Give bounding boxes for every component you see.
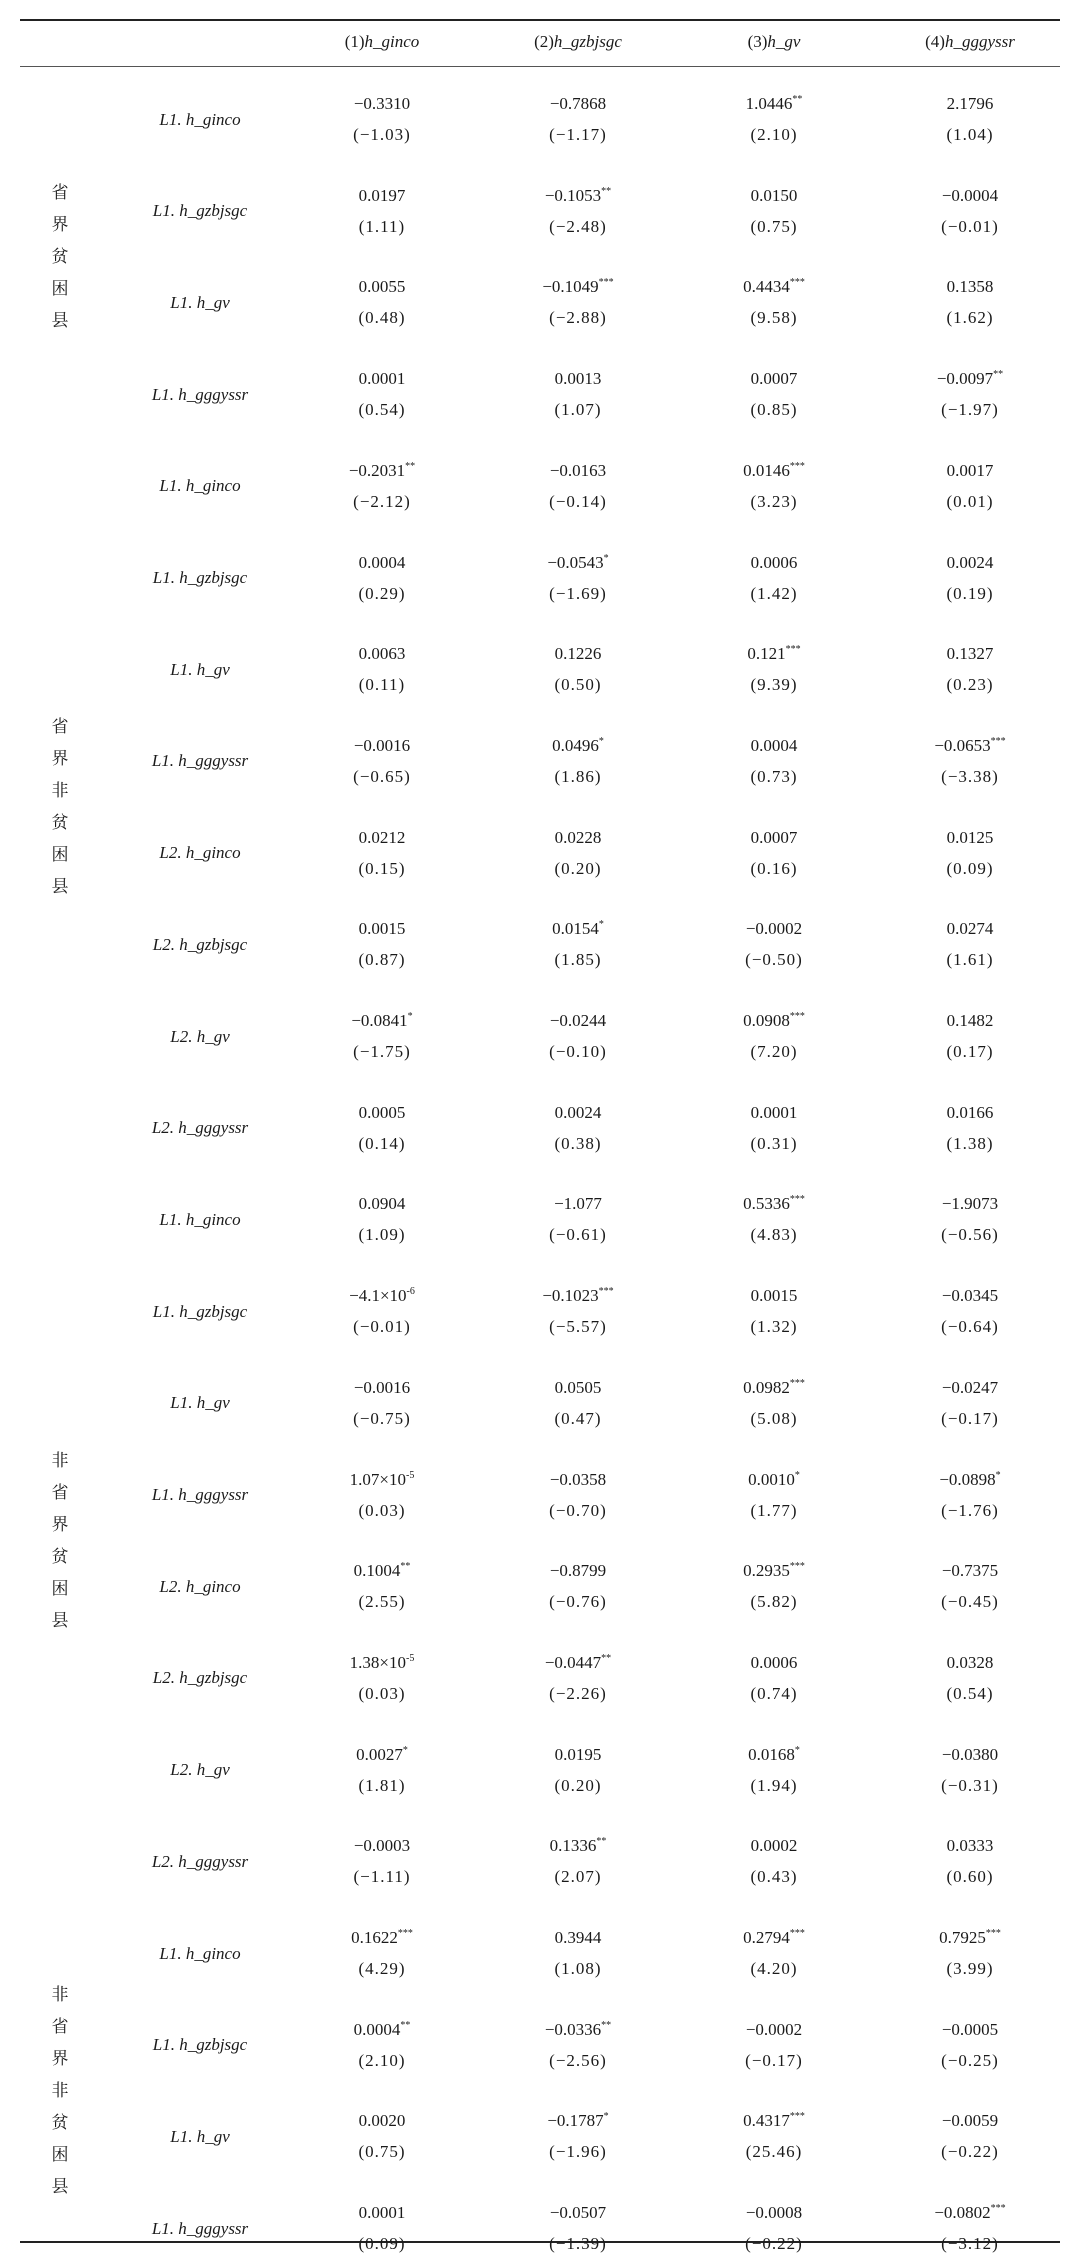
t-statistic-cell: (0.48) — [358, 308, 406, 328]
t-statistic-cell: (5.82) — [750, 1592, 798, 1612]
t-statistic-cell: (−0.45) — [941, 1592, 999, 1612]
t-statistic-cell: (−2.12) — [353, 491, 411, 511]
group-label-char: 困 — [51, 1578, 69, 1598]
coefficient-cell: 0.0010* — [748, 1469, 800, 1489]
t-statistic-cell: (0.16) — [750, 858, 798, 878]
coefficient-cell: 0.0195 — [554, 1744, 602, 1764]
t-statistic-cell: (−0.22) — [941, 2142, 999, 2162]
group-label-char: 界 — [51, 749, 69, 769]
t-statistic-cell: (−0.65) — [353, 766, 411, 786]
t-statistic-cell: (0.29) — [358, 583, 406, 603]
coefficient-cell: 0.1622*** — [351, 1928, 413, 1947]
t-statistic-cell: (0.20) — [554, 858, 602, 878]
t-statistic-cell: (−1.75) — [353, 1042, 411, 1061]
t-statistic-cell: (−0.70) — [549, 1500, 607, 1520]
t-statistic-cell: (−0.22) — [745, 2234, 803, 2254]
coefficient-cell: 0.0146*** — [743, 460, 805, 480]
coefficient-cell: 2.1796 — [946, 94, 994, 113]
coefficient-cell: 0.0168* — [748, 1744, 800, 1764]
t-statistic-cell: (−0.10) — [549, 1042, 607, 1061]
coefficient-cell: −0.0016 — [353, 1377, 411, 1397]
coefficient-cell: 0.0024 — [946, 552, 994, 572]
t-statistic-cell: (5.08) — [750, 1408, 798, 1428]
coefficient-cell: −0.7375 — [941, 1561, 999, 1581]
t-statistic-cell: (25.46) — [745, 2142, 803, 2162]
group-label-char: 省 — [51, 1482, 69, 1502]
coefficient-cell: 0.0063 — [358, 644, 406, 664]
variable-label: L2. h_gv — [170, 1026, 230, 1046]
coefficient-cell: −0.0653*** — [934, 735, 1006, 755]
t-statistic-cell: (−0.61) — [549, 1225, 607, 1245]
t-statistic-cell: (1.32) — [750, 1317, 798, 1337]
group-label-char: 县 — [51, 1610, 69, 1630]
t-statistic-cell: (−2.56) — [549, 2050, 607, 2070]
t-statistic-cell: (4.20) — [750, 1959, 798, 1978]
t-statistic-cell: (0.50) — [554, 675, 602, 695]
t-statistic-cell: (4.29) — [358, 1959, 406, 1978]
coefficient-cell: 0.0125 — [946, 827, 994, 847]
coefficient-cell: −0.0097** — [936, 369, 1004, 389]
t-statistic-cell: (−0.14) — [549, 491, 607, 511]
coefficient-cell: 0.0015 — [358, 919, 406, 939]
t-statistic-cell: (−5.57) — [549, 1317, 607, 1337]
t-statistic-cell: (−1.76) — [941, 1500, 999, 1520]
coefficient-cell: 0.0197 — [358, 185, 406, 205]
coefficient-cell: −0.0244 — [549, 1011, 607, 1030]
t-statistic-cell: (9.58) — [750, 308, 798, 328]
coefficient-cell: −0.0898* — [939, 1469, 1001, 1489]
coefficient-cell: −0.1023*** — [542, 1286, 614, 1306]
variable-label: L1. h_ginco — [159, 1943, 241, 1963]
coefficient-cell: 0.0228 — [554, 827, 602, 847]
t-statistic-cell: (0.74) — [750, 1683, 798, 1703]
t-statistic-cell: (0.03) — [358, 1500, 406, 1520]
top-rule — [20, 19, 1060, 21]
coefficient-cell: 1.0446** — [745, 94, 803, 113]
coefficient-cell: 0.1358 — [946, 277, 994, 297]
t-statistic-cell: (−1.11) — [353, 1867, 411, 1887]
coefficient-cell: 0.0001 — [358, 2203, 406, 2223]
coefficient-cell: 0.0007 — [750, 369, 798, 389]
column-header: (1)h_ginco — [344, 32, 420, 51]
group-label-char: 贫 — [51, 813, 69, 833]
t-statistic-cell: (1.38) — [946, 1133, 994, 1153]
coefficient-cell: −1.077 — [554, 1194, 602, 1214]
group-label-char: 非 — [51, 781, 69, 801]
variable-label: L2. h_gzbjsgc — [152, 1668, 248, 1688]
coefficient-cell: −0.0016 — [353, 735, 411, 755]
coefficient-cell: 0.1004** — [353, 1561, 411, 1581]
t-statistic-cell: (0.17) — [946, 1042, 994, 1061]
t-statistic-cell: (1.77) — [750, 1500, 798, 1520]
coefficient-cell: 0.0505 — [554, 1377, 602, 1397]
variable-label: L1. h_gggyssr — [151, 1485, 249, 1504]
header-rule — [20, 66, 1060, 67]
t-statistic-cell: (−0.75) — [353, 1408, 411, 1428]
t-statistic-cell: (0.03) — [358, 1683, 406, 1703]
coefficient-cell: 0.0496* — [552, 735, 604, 755]
t-statistic-cell: (0.23) — [946, 675, 994, 695]
group-label-char: 省 — [51, 717, 69, 737]
variable-label: L1. h_gv — [170, 1393, 230, 1413]
coefficient-cell: −0.0543* — [547, 552, 609, 572]
t-statistic-cell: (1.86) — [554, 766, 602, 786]
t-statistic-cell: (0.43) — [750, 1867, 798, 1887]
coefficient-cell: −0.1049*** — [542, 277, 614, 297]
coefficient-cell: 0.7925*** — [939, 1928, 1001, 1947]
group-label-char: 县 — [51, 2177, 69, 2197]
group-label-char: 省 — [51, 2017, 69, 2037]
t-statistic-cell: (7.20) — [750, 1042, 798, 1061]
t-statistic-cell: (−3.12) — [941, 2234, 999, 2254]
variable-label: L1. h_ginco — [159, 109, 241, 129]
coefficient-cell: 0.0004** — [353, 2019, 411, 2039]
coefficient-cell: 0.4317*** — [743, 2111, 805, 2131]
variable-label: L1. h_gv — [170, 292, 230, 312]
coefficient-cell: −0.0003 — [353, 1836, 411, 1856]
t-statistic-cell: (−2.48) — [549, 216, 607, 236]
coefficient-cell: 0.1482 — [946, 1011, 994, 1030]
group-label-char: 非 — [51, 2081, 69, 2101]
t-statistic-cell: (0.87) — [358, 950, 406, 970]
coefficient-cell: −0.0802*** — [934, 2203, 1006, 2223]
variable-label: L2. h_gzbjsgc — [152, 934, 248, 954]
coefficient-cell: 0.0015 — [750, 1286, 798, 1306]
coefficient-cell: $1.38\times 10^{-5}$ — [349, 1652, 415, 1672]
t-statistic-cell: (1.09) — [358, 1225, 406, 1245]
coefficient-cell: 0.0004 — [358, 552, 406, 572]
group-label-char: 非 — [51, 1450, 69, 1470]
t-statistic-cell: (0.75) — [358, 2142, 406, 2162]
coefficient-cell: 0.0020 — [358, 2111, 406, 2131]
t-statistic-cell: (9.39) — [750, 675, 798, 695]
group-label-char: 界 — [51, 1514, 69, 1534]
variable-label: L1. h_gv — [170, 2126, 230, 2146]
coefficient-cell: 0.0006 — [750, 1652, 798, 1672]
t-statistic-cell: (0.09) — [946, 858, 994, 878]
variable-label: L2. h_ginco — [159, 843, 241, 863]
t-statistic-cell: (0.38) — [554, 1133, 602, 1153]
group-label-char: 困 — [51, 2145, 69, 2165]
group-label — [38, 1445, 82, 1637]
t-statistic-cell: (0.54) — [946, 1683, 994, 1703]
coefficient-cell: 0.0154* — [552, 919, 604, 939]
coefficient-cell: 0.2794*** — [743, 1928, 805, 1947]
coefficient-cell: −0.0002 — [745, 919, 803, 939]
t-statistic-cell: (1.62) — [946, 308, 994, 328]
coefficient-cell: $-4.1\times 10^{-6}$ — [349, 1286, 415, 1306]
coefficient-cell: 0.1226 — [554, 644, 602, 664]
coefficient-cell: −0.3310 — [353, 94, 411, 113]
t-statistic-cell: (2.10) — [358, 2050, 406, 2070]
coefficient-cell: −0.0059 — [941, 2111, 999, 2131]
coefficient-cell: −0.0345 — [941, 1286, 999, 1306]
variable-label: L1. h_gggyssr — [151, 2218, 249, 2238]
t-statistic-cell: (0.75) — [750, 216, 798, 236]
group-label-char: 界 — [51, 215, 69, 235]
variable-label: L1. h_gggyssr — [151, 384, 249, 404]
t-statistic-cell: (3.23) — [750, 491, 798, 511]
coefficient-cell: 0.0908*** — [743, 1011, 805, 1030]
variable-label: L1. h_gzbjsgc — [152, 568, 248, 587]
t-statistic-cell: (1.04) — [946, 125, 994, 144]
variable-label: L1. h_gzbjsgc — [152, 1301, 248, 1321]
coefficient-cell: 0.0212 — [358, 827, 406, 847]
t-statistic-cell: (−0.17) — [941, 1408, 999, 1428]
coefficient-cell: 0.0002 — [750, 1836, 798, 1856]
coefficient-cell: 0.0004 — [750, 735, 798, 755]
t-statistic-cell: (−1.17) — [549, 125, 607, 144]
t-statistic-cell: (−1.96) — [549, 2142, 607, 2162]
coefficient-cell: 0.0017 — [946, 460, 994, 480]
t-statistic-cell: (−0.50) — [745, 950, 803, 970]
t-statistic-cell: (0.01) — [946, 491, 994, 511]
variable-label: L1. h_gzbjsgc — [152, 201, 248, 221]
t-statistic-cell: (−1.97) — [941, 400, 999, 420]
variable-label: L2. h_gggyssr — [151, 1851, 249, 1871]
column-header: (3)h_gv — [747, 32, 801, 51]
t-statistic-cell: (−1.03) — [353, 125, 411, 144]
group-label-char: 界 — [51, 2049, 69, 2069]
coefficient-cell: 0.0150 — [750, 185, 798, 205]
t-statistic-cell: (0.54) — [358, 400, 406, 420]
column-header: (2)h_gzbjsgc — [534, 32, 622, 51]
t-statistic-cell: (1.94) — [750, 1775, 798, 1795]
t-statistic-cell: (0.11) — [358, 675, 406, 695]
t-statistic-cell: (1.11) — [358, 216, 406, 236]
coefficient-cell: −0.7868 — [549, 94, 607, 113]
coefficient-cell: 0.0904 — [358, 1194, 406, 1214]
coefficient-cell: −0.0447** — [544, 1652, 612, 1672]
t-statistic-cell: (1.61) — [946, 950, 994, 970]
t-statistic-cell: (−0.56) — [941, 1225, 999, 1245]
coefficient-cell: 0.0166 — [946, 1102, 994, 1122]
coefficient-cell: −0.0507 — [549, 2203, 607, 2223]
variable-label: L2. h_gv — [170, 1760, 230, 1780]
coefficient-cell: 0.121*** — [747, 644, 801, 664]
coefficient-cell: −0.8799 — [549, 1561, 607, 1581]
coefficient-cell: 0.0007 — [750, 827, 798, 847]
coefficient-cell: −0.1787* — [547, 2111, 609, 2131]
t-statistic-cell: (0.14) — [358, 1133, 406, 1153]
t-statistic-cell: (3.99) — [946, 1959, 994, 1978]
variable-label: L2. h_gggyssr — [151, 1118, 249, 1138]
coefficient-cell: −0.0163 — [549, 460, 607, 480]
coefficient-cell: 0.5336*** — [743, 1194, 805, 1214]
t-statistic-cell: (1.81) — [358, 1775, 406, 1795]
t-statistic-cell: (2.07) — [554, 1867, 602, 1887]
coefficient-cell: −1.9073 — [941, 1194, 999, 1214]
t-statistic-cell: (1.08) — [554, 1959, 602, 1978]
t-statistic-cell: (2.55) — [358, 1592, 406, 1612]
group-label-char: 困 — [51, 845, 69, 865]
coefficient-cell: −0.0005 — [941, 2019, 999, 2039]
group-label — [38, 177, 82, 337]
group-label-char: 困 — [51, 279, 69, 299]
coefficient-cell: 0.0024 — [554, 1102, 602, 1122]
coefficient-cell: 0.0006 — [750, 552, 798, 572]
group-label — [38, 711, 82, 903]
t-statistic-cell: (1.07) — [554, 400, 602, 420]
t-statistic-cell: (0.19) — [946, 583, 994, 603]
coefficient-cell: −0.2031** — [348, 460, 416, 480]
t-statistic-cell: (−2.26) — [549, 1683, 607, 1703]
t-statistic-cell: (0.15) — [358, 858, 406, 878]
coefficient-cell: 0.4434*** — [743, 277, 805, 297]
t-statistic-cell: (2.10) — [750, 125, 798, 144]
group-label-char: 非 — [51, 1985, 69, 2005]
coefficient-cell: 0.1327 — [946, 644, 994, 664]
variable-label: L1. h_ginco — [159, 476, 241, 496]
column-header: (4)h_gggyssr — [925, 32, 1015, 51]
t-statistic-cell: (1.85) — [554, 950, 602, 970]
coefficient-cell: −0.1053** — [544, 185, 612, 205]
variable-label: L1. h_gv — [170, 659, 230, 679]
t-statistic-cell: (1.42) — [750, 583, 798, 603]
coefficient-cell: −0.0336** — [544, 2019, 612, 2039]
t-statistic-cell: (−0.64) — [941, 1317, 999, 1337]
coefficient-cell: −0.0247 — [941, 1377, 999, 1397]
coefficient-cell: 0.3944 — [554, 1928, 602, 1947]
t-statistic-cell: (−3.38) — [941, 766, 999, 786]
coefficient-cell: −0.0002 — [745, 2019, 803, 2039]
t-statistic-cell: (−0.25) — [941, 2050, 999, 2070]
coefficient-cell: 0.2935*** — [743, 1561, 805, 1581]
t-statistic-cell: (0.60) — [946, 1867, 994, 1887]
group-label-char: 贫 — [51, 247, 69, 267]
coefficient-cell: −0.0358 — [549, 1469, 607, 1489]
variable-label: L1. h_gggyssr — [151, 751, 249, 771]
t-statistic-cell: (−0.01) — [353, 1317, 411, 1337]
t-statistic-cell: (0.73) — [750, 766, 798, 786]
t-statistic-cell: (−1.69) — [549, 583, 607, 603]
t-statistic-cell: (−1.39) — [549, 2234, 607, 2254]
coefficient-cell: 0.0274 — [946, 919, 994, 939]
coefficient-cell: 0.0982*** — [743, 1377, 805, 1397]
coefficient-cell: 0.0027* — [356, 1744, 408, 1764]
t-statistic-cell: (0.85) — [750, 400, 798, 420]
t-statistic-cell: (4.83) — [750, 1225, 798, 1245]
coefficient-cell: 0.0333 — [946, 1836, 994, 1856]
t-statistic-cell: (−0.31) — [941, 1775, 999, 1795]
coefficient-cell: 0.0328 — [946, 1652, 994, 1672]
group-label — [38, 1979, 82, 2203]
coefficient-cell: $1.07\times 10^{-5}$ — [349, 1469, 415, 1489]
coefficient-cell: −0.0004 — [941, 185, 999, 205]
coefficient-cell: 0.0001 — [358, 369, 406, 389]
coefficient-cell: −0.0380 — [941, 1744, 999, 1764]
t-statistic-cell: (0.09) — [358, 2234, 406, 2254]
coefficient-cell: 0.0005 — [358, 1102, 406, 1122]
t-statistic-cell: (0.20) — [554, 1775, 602, 1795]
variable-label: L2. h_ginco — [159, 1576, 241, 1596]
group-label-char: 县 — [51, 877, 69, 897]
group-label-char: 县 — [51, 311, 69, 331]
variable-label: L1. h_ginco — [159, 1209, 241, 1229]
t-statistic-cell: (−2.88) — [549, 308, 607, 328]
t-statistic-cell: (−0.17) — [745, 2050, 803, 2070]
t-statistic-cell: (0.31) — [750, 1133, 798, 1153]
coefficient-cell: 0.0001 — [750, 1102, 798, 1122]
group-label-char: 贫 — [51, 2113, 69, 2133]
group-label-char: 省 — [51, 183, 69, 203]
coefficient-cell: 0.0055 — [358, 277, 406, 297]
variable-label: L1. h_gzbjsgc — [152, 2035, 248, 2055]
coefficient-cell: −0.0008 — [745, 2203, 803, 2223]
group-label-char: 贫 — [51, 1546, 69, 1566]
t-statistic-cell: (−0.76) — [549, 1592, 607, 1612]
t-statistic-cell: (0.47) — [554, 1408, 602, 1428]
t-statistic-cell: (−0.01) — [941, 216, 999, 236]
coefficient-cell: 0.0013 — [554, 369, 602, 389]
coefficient-cell: −0.0841* — [351, 1011, 413, 1030]
coefficient-cell: 0.1336** — [549, 1836, 607, 1856]
